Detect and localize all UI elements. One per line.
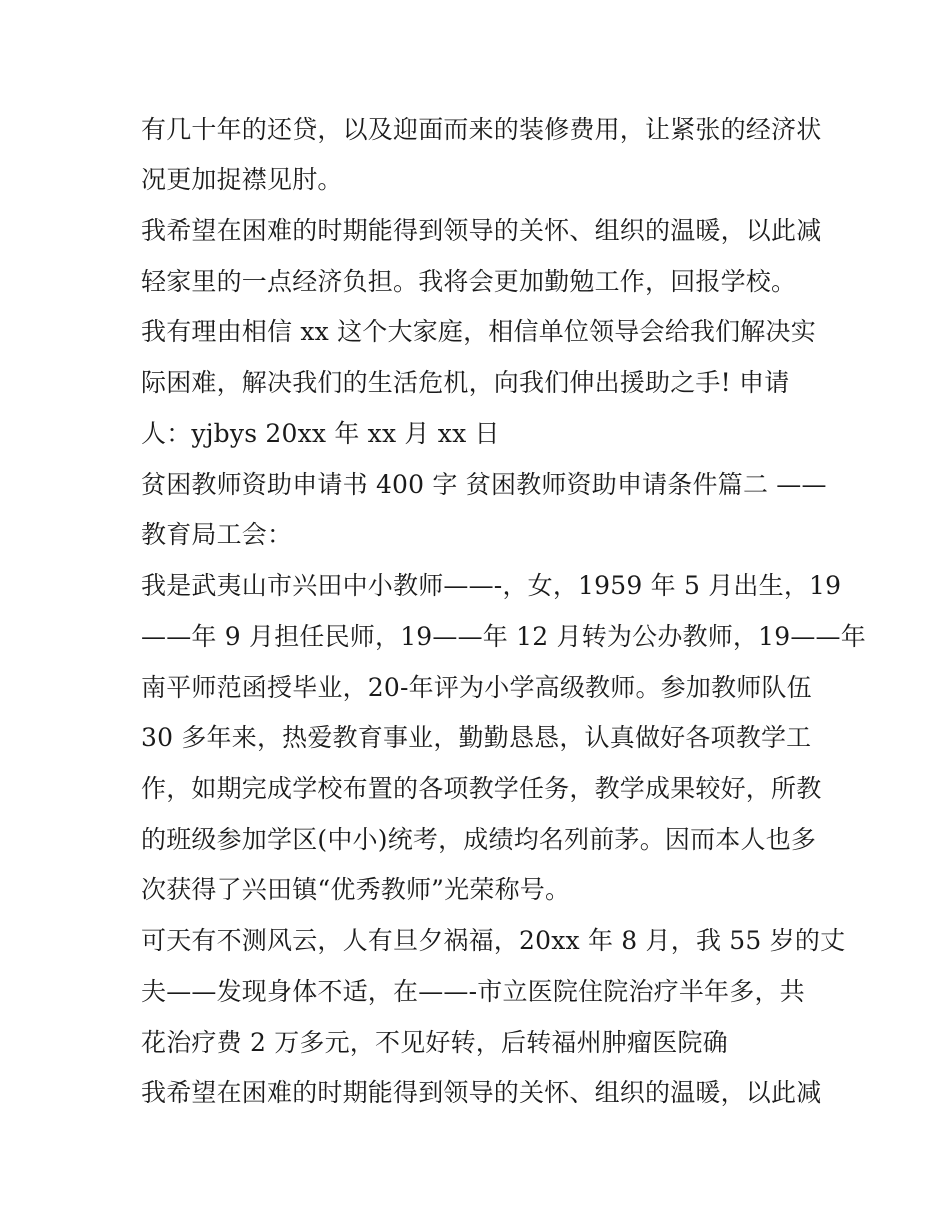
text-line: 我希望在困难的时期能得到领导的关怀、组织的温暖，以此减: [141, 1078, 822, 1107]
text-line: 我希望在困难的时期能得到领导的关怀、组织的温暖，以此减: [141, 216, 822, 245]
text-line: 我有理由相信 xx 这个大家庭，相信单位领导会给我们解决实: [141, 317, 816, 346]
text-line: 轻家里的一点经济负担。我将会更加勤勉工作，回报学校。: [141, 267, 797, 296]
text-line: 可天有不测风云，人有旦夕祸福，20xx 年 8 月，我 55 岁的丈: [141, 926, 846, 955]
text-line: 际困难，解决我们的生活危机，向我们伸出援助之手! 申请: [141, 368, 790, 397]
text-line: 作，如期完成学校布置的各项教学任务，教学成果较好，所教: [141, 774, 822, 803]
text-line: 人：yjbys 20xx 年 xx 月 xx 日: [141, 419, 500, 448]
text-line: 的班级参加学区(中小)统考，成绩均名列前茅。因而本人也多: [141, 825, 817, 854]
text-line: 贫困教师资助申请书 400 字 贫困教师资助申请条件篇二 ——: [141, 470, 827, 499]
text-line: 夫——发现身体不适，在——-市立医院住院治疗半年多，共: [141, 977, 805, 1006]
text-line: 南平师范函授毕业，20-年评为小学高级教师。参加教师队伍: [141, 673, 812, 702]
text-line: 教育局工会：: [141, 520, 293, 549]
text-line: ——年 9 月担任民师，19——年 12 月转为公办教师，19——年: [141, 622, 866, 651]
text-line: 况更加捉襟见肘。: [141, 165, 343, 194]
text-line: 30 多年来，热爱教育事业，勤勤恳恳，认真做好各项教学工: [141, 723, 812, 752]
text-line: 花治疗费 2 万多元，不见好转，后转福州肿瘤医院确: [141, 1028, 728, 1057]
text-line: 次获得了兴田镇“优秀教师”光荣称号。: [141, 875, 571, 904]
text-line: 有几十年的还贷，以及迎面而来的装修费用，让紧张的经济状: [141, 115, 822, 144]
text-line: 我是武夷山市兴田中小教师——-，女，1959 年 5 月出生，19: [141, 571, 842, 600]
